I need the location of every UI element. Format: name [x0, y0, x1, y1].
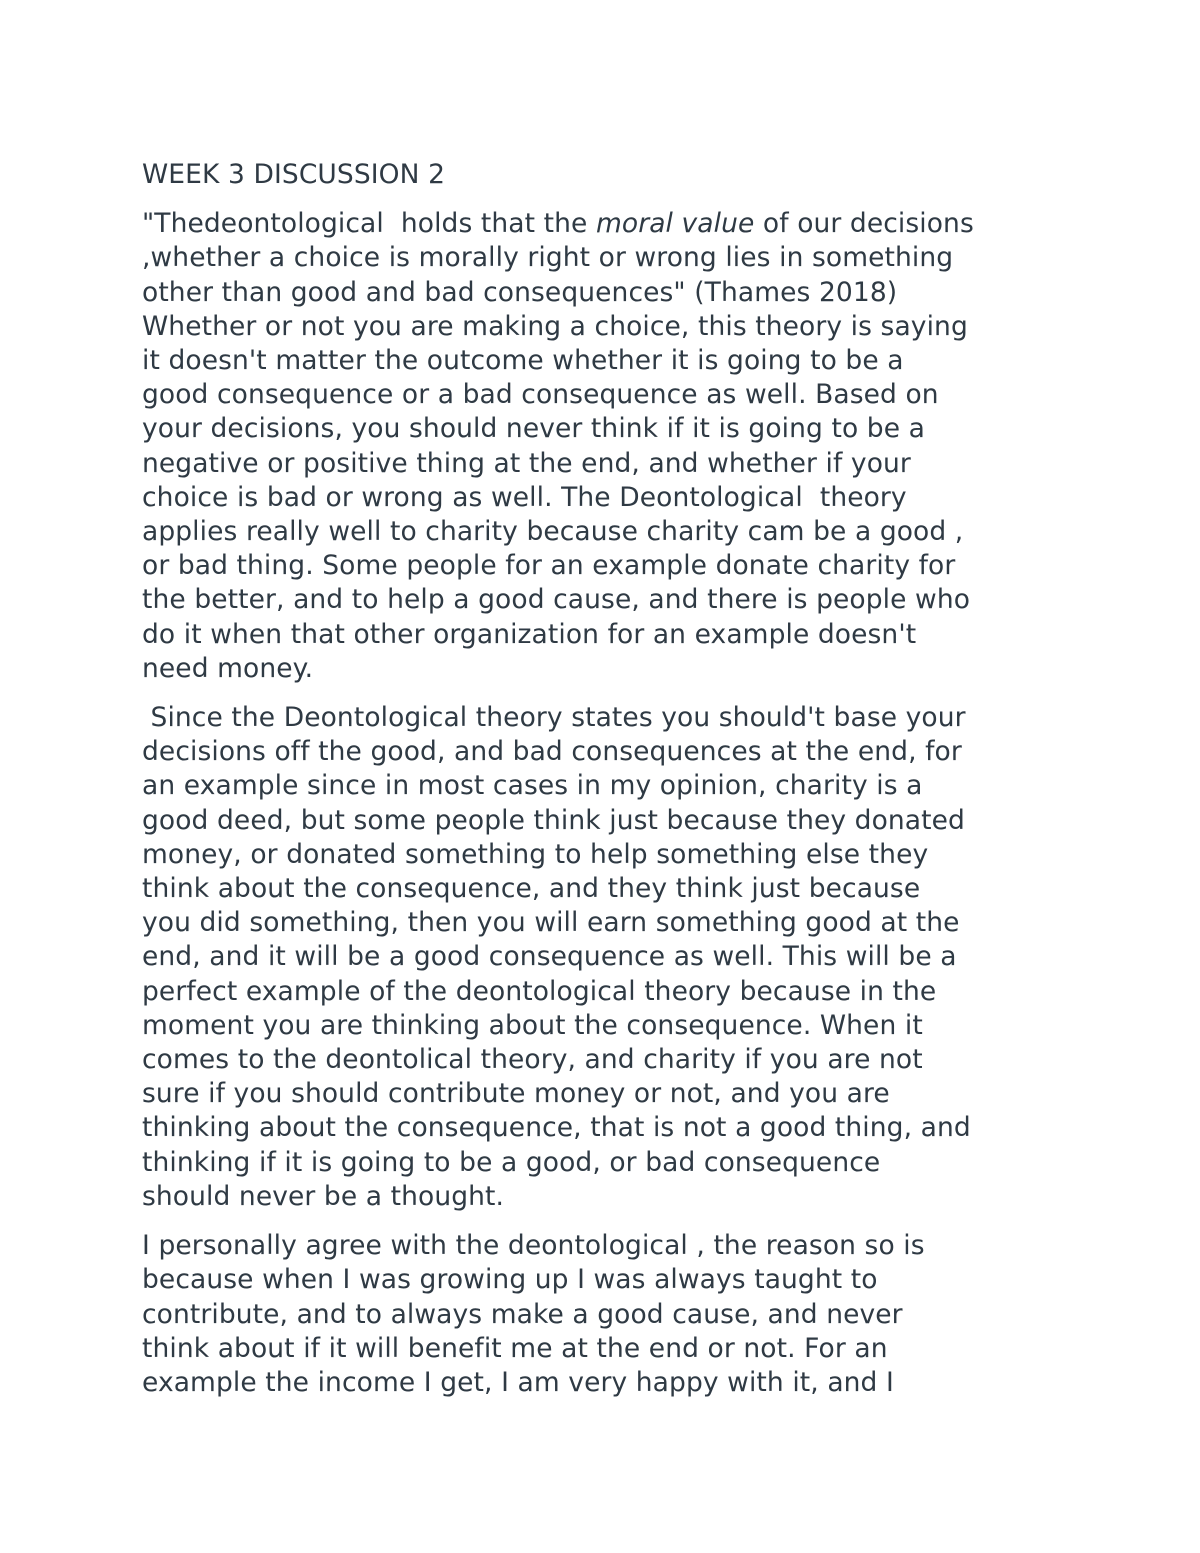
text-line: think about the consequence, and they think just because — [142, 873, 921, 905]
text-line: other than good and bad consequences" (Thames 2018) — [142, 276, 898, 308]
text-line: negative or positive thing at the end, and whether if your — [142, 447, 911, 479]
text-line: the better, and to help a good cause, and there is people who — [142, 584, 971, 616]
text-line: your decisions, you should never think if it is going to be a — [142, 413, 925, 445]
text-line: perfect example of the deontological theory because in the — [142, 975, 937, 1007]
italic-text-run: moral value — [595, 208, 755, 240]
text-run: of our decisions — [754, 208, 974, 240]
text-line: Since the Deontological theory states you should't base your — [142, 702, 966, 734]
paragraph-2 — [142, 701, 1072, 1214]
text-line: applies really well to charity because charity cam be a good , — [142, 516, 964, 548]
text-line — [142, 207, 1072, 241]
text-line: choice is bad or wrong as well. The Deontological theory — [142, 481, 907, 513]
document-title: WEEK 3 DISCUSSION 2 — [142, 159, 446, 190]
text-line: good deed, but some people think just because they donated — [142, 804, 965, 836]
document-body — [142, 158, 1072, 1415]
text-line: thinking if it is going to be a good, or bad consequence — [142, 1146, 881, 1178]
text-line: comes to the deontolical theory, and charity if you are not — [142, 1044, 923, 1076]
text-line: sure if you should contribute money or not, and you are — [142, 1078, 890, 1110]
text-line: moment you are thinking about the consequence. When it — [142, 1009, 923, 1041]
text-line: need money. — [142, 652, 314, 684]
text-line: you did something, then you will earn something good at the — [142, 907, 960, 939]
text-line: it doesn't matter the outcome whether it is going to be a — [142, 345, 904, 377]
text-line: because when I was growing up I was always taught to — [142, 1264, 878, 1296]
text-line: thinking about the consequence, that is not a good thing, and — [142, 1112, 971, 1144]
text-line: should never be a thought. — [142, 1180, 505, 1212]
text-line: money, or donated something to help something else they — [142, 838, 929, 870]
text-line: I personally agree with the deontological , the reason so is — [142, 1230, 925, 1262]
text-run: "Thedeontological holds that the — [142, 208, 596, 240]
text-line: decisions off the good, and bad consequences at the end, for — [142, 736, 962, 768]
text-line: do it when that other organization for an example doesn't — [142, 618, 917, 650]
text-line: example the income I get, I am very happy with it, and I — [142, 1366, 894, 1398]
text-line: ,whether a choice is morally right or wrong lies in something — [142, 242, 954, 274]
text-line: Whether or not you are making a choice, this theory is saying — [142, 310, 968, 342]
text-line: think about if it will benefit me at the end or not. For an — [142, 1332, 888, 1364]
text-line: or bad thing. Some people for an example donate charity for — [142, 550, 956, 582]
text-line: good consequence or a bad consequence as well. Based on — [142, 379, 939, 411]
paragraph-3 — [142, 1229, 1072, 1400]
text-line: contribute, and to always make a good cause, and never — [142, 1298, 903, 1330]
text-line: an example since in most cases in my opinion, charity is a — [142, 770, 923, 802]
paragraph-1 — [142, 207, 1072, 686]
text-line: end, and it will be a good consequence as well. This will be a — [142, 941, 957, 973]
